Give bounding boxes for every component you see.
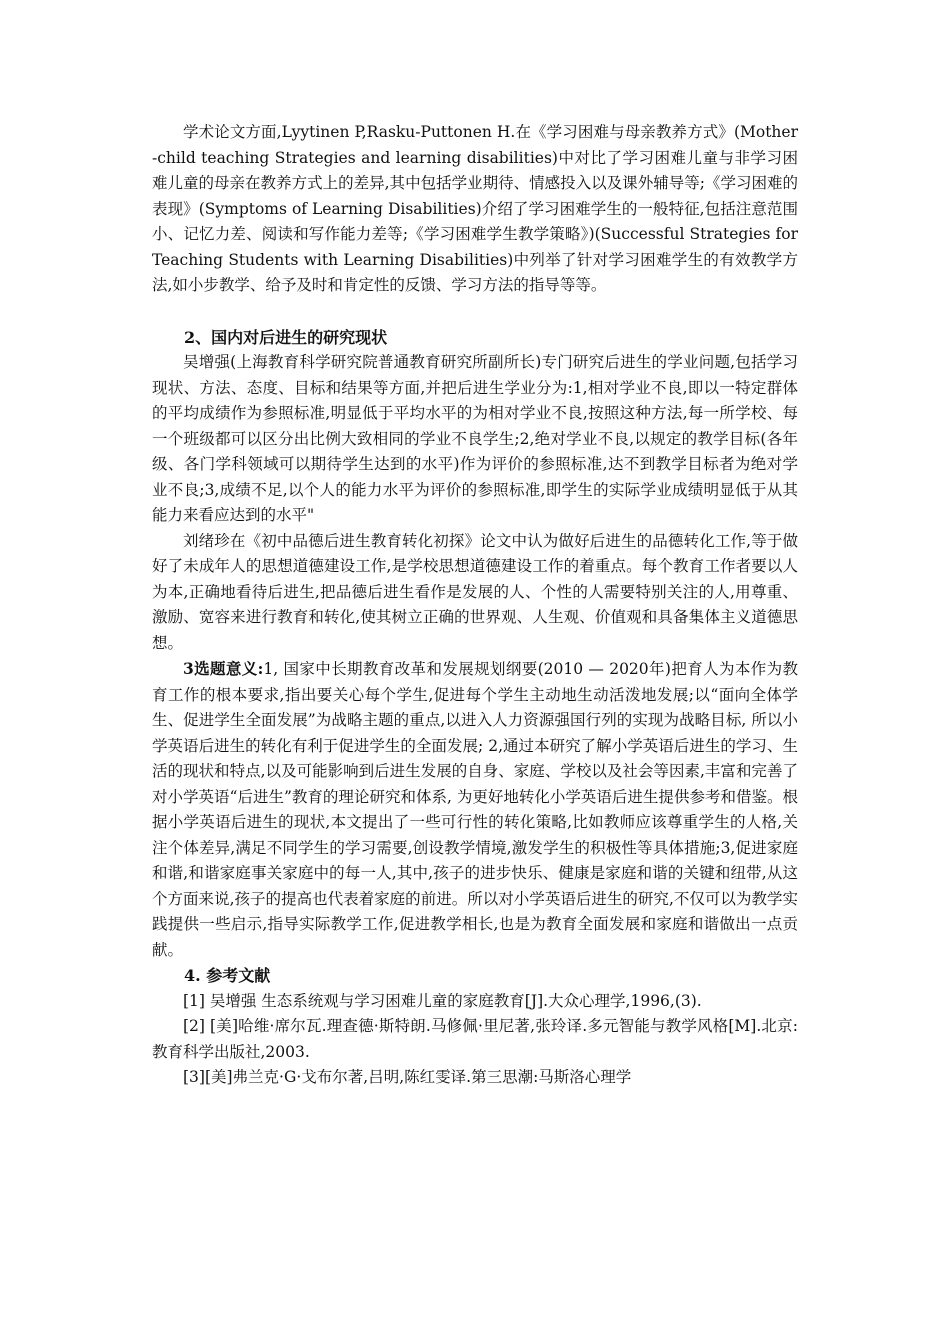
section-3-paragraph [152, 656, 798, 963]
reference-item-3: [3][美]弗兰克·G·戈布尔著,吕明,陈红雯译.第三思潮:马斯洛心理学 [183, 1068, 632, 1086]
section-2-paragraph-2: 刘绪珍在《初中品德后进生教育转化初探》论文中认为做好后进生的品德转化工作,等于做好了未成年人的思想道德建设工作,是学校思想道德建设工作的着重点。每个教育工作者要以人为本,正确地看待后进生,把品德后进生看作是发展的人、个性的人需要特别关注的人,用尊重、激励、宽容来进行教育和转化,使其树立正确的世界观、人生观、价值观和具备集体主义道德思想。 [152, 531, 798, 652]
section-4-heading: 4. 参考文献 [184, 966, 271, 985]
section-2-heading: 2、国内对后进生的研究现状 [184, 327, 388, 347]
document-page [152, 120, 798, 1091]
reference-item-2: [2] [美]哈维·席尔瓦.理查德·斯特朗.马修佩·里尼著,张玲译.多元智能与教学风格[M].北京:教育科学出版社,2003. [152, 1017, 798, 1061]
section-3-label: 3选题意义: [183, 659, 264, 678]
spacer [152, 299, 798, 325]
intro-paragraph: 学术论文方面,Lyytinen P,Rasku-Puttonen H.在《学习困难与母亲教养方式》(Mother-child teaching Strategies and learning disabilities)中对比了学习困难儿童与非学习困难儿童的母亲在教养方式上的差异,其中包括学业期待、情感投入以及课外辅导等;《学习困难的表现》(Symptoms of Learning Disabilities)介绍了学习困难学生的一般特征,包括注意范围小、记忆力差、阅读和写作能力差等;《学习困难学生教学策略》)(Successful Strategies for Teaching Students with Learning Disabilities)中列举了针对学习困难学生的有效教学方法,如小步教学、给予及时和肯定性的反馈、学习方法的指导等等。 [152, 123, 798, 294]
section-2-paragraph-1: 吴增强(上海教育科学研究院普通教育研究所副所长)专门研究后进生的学业问题,包括学习现状、方法、态度、目标和结果等方面,并把后进生学业分为:1,相对学业不良,即以一特定群体的平均成绩作为参照标准,明显低于平均水平的为相对学业不良,按照这种方法,每一所学校、每一个班级都可以区分出比例大致相同的学业不良学生;2,绝对学业不良,以规定的教学目标(各年级、各门学科领域可以期待学生达到的水平)作为评价的参照标准,达不到教学目标者为绝对学业不良;3,成绩不足,以个人的能力水平为评价的参照标准,即学生的实际学业成绩明显低于从其能力来看应达到的水平" [152, 353, 798, 524]
section-3-text: 1, 国家中长期教育改革和发展规划纲要(2010 — 2020年)把育人为本作为教育工作的根本要求,指出要关心每个学生,促进每个学生主动地生动活泼地发展;以“面向全体学生、促进学生全面发展”为战略主题的重点,以进入人力资源强国行列的实现为战略目标, 所以小学英语后进生的转化有利于促进学生的全面发展; 2,通过本研究了解小学英语后进生的学习、生活的现状和特点,以及可能影响到后进生发展的自身、家庭、学校以及社会等因素,丰富和完善了对小学英语“后进生”教育的理论研究和体系, 为更好地转化小学英语后进生提供参考和借鉴。根据小学英语后进生的现状,本文提出了一些可行性的转化策略,比如教师应该尊重学生的人格,关注个体差异,满足不同学生的学习需要,创设教学情境,激发学生的积极性等具体措施;3,促进家庭和谐,和谐家庭事关家庭中的每一人,其中,孩子的进步快乐、健康是家庭和谐的关键和纽带,从这个方面来说,孩子的提高也代表着家庭的前进。所以对小学英语后进生的研究,不仅可以为教学实践提供一些启示,指导实际教学工作,促进教学相长,也是为教育全面发展和家庭和谐做出一点贡献。 [152, 660, 799, 959]
reference-item-1: [1] 吴增强 生态系统观与学习困难儿童的家庭教育[J].大众心理学,1996,(3). [183, 991, 702, 1010]
